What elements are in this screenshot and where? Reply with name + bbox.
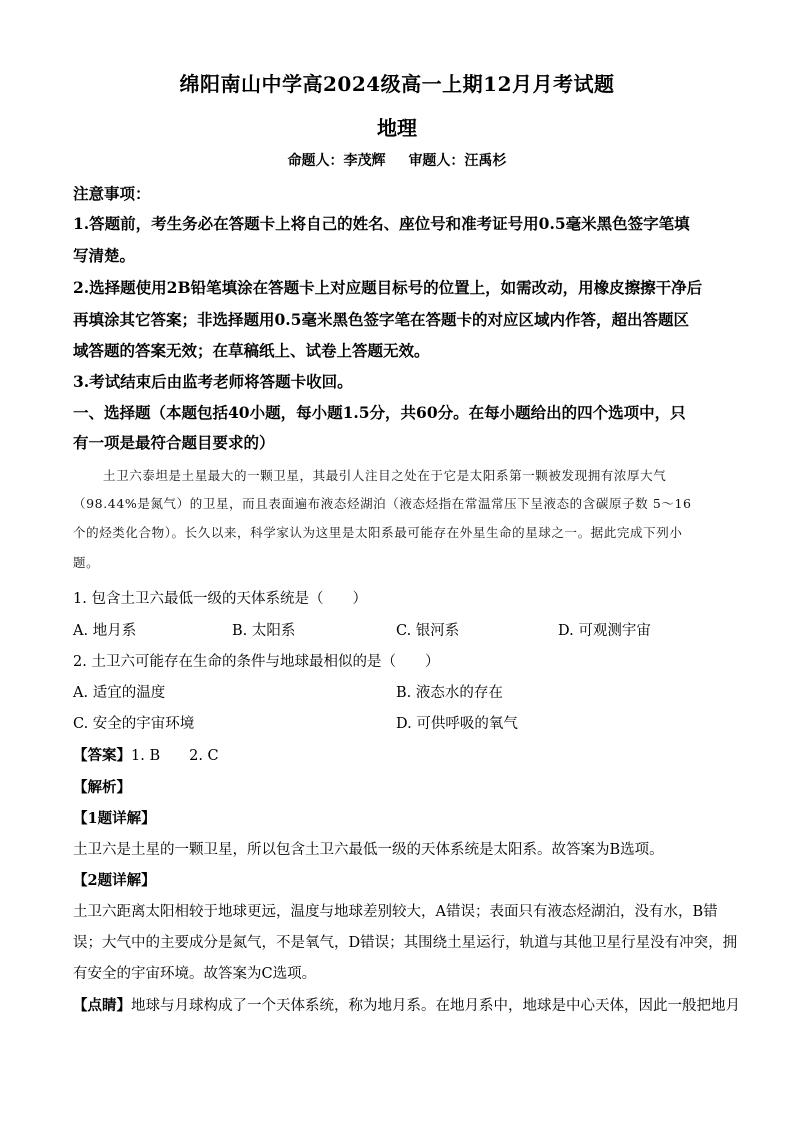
question-1-stem: 1. 包含土卫六最低一级的天体系统是（ ） xyxy=(73,591,367,607)
passage-line-3: 个的烃类化合物）。长久以来，科学家认为这里是太阳系最可能存在外星生命的星球之一。据此完成下列小 xyxy=(73,525,683,540)
reviewer-name: 审题人：汪禹杉 xyxy=(408,153,507,169)
detail-2-line-1: 土卫六距离太阳相较于地球更远，温度与地球差别较大，A错误；表面只有液态烃湖泊，没有水，B错 xyxy=(73,904,718,920)
question-2-option-a: A. 适宜的温度 xyxy=(73,685,166,701)
passage-line-2: （98.44%是氮气）的卫星，而且表面遍布液态烃湖泊（液态烃指在常温常压下呈液态的含碳原子数 5～16 xyxy=(73,496,692,511)
answer-text: 1. B 2. C xyxy=(131,748,219,764)
setter-name: 命题人：李茂辉 xyxy=(287,153,386,169)
passage-line-1: 土卫六泰坦是土星最大的一颗卫星，其最引人注目之处在于它是太阳系第一颗被发现拥有浓厚大气 xyxy=(103,468,667,483)
question-2-option-b: B. 液态水的存在 xyxy=(396,685,503,701)
detail-2-tag: 【2题详解】 xyxy=(73,872,156,889)
notice-item-2b: 再填涂其它答案；非选择题用0.5毫米黑色签字笔在答题卡的对应区域内作答，超出答题区 xyxy=(73,310,689,329)
detail-1-text: 土卫六是土星的一颗卫星，所以包含土卫六最低一级的天体系统是太阳系。故答案为B选项。 xyxy=(73,842,664,858)
question-1-option-a: A. 地月系 xyxy=(73,623,137,639)
notice-item-3: 3.考试结束后由监考老师将答题卡收回。 xyxy=(73,372,353,391)
detail-2-line-3: 有安全的宇宙环境。故答案为C选项。 xyxy=(73,966,317,982)
authors-line xyxy=(0,150,794,170)
notice-item-1a: 1.答题前，考生务必在答题卡上将自己的姓名、座位号和准考证号用0.5毫米黑色签字笔填 xyxy=(73,214,690,233)
notice-item-2c: 域答题的答案无效；在草稿纸上、试卷上答题无效。 xyxy=(73,341,430,360)
question-1-option-b: B. 太阳系 xyxy=(232,623,296,639)
tip-text: 地球与月球构成了一个天体系统，称为地月系。在地月系中，地球是中心天体，因此一般把地月 xyxy=(131,998,740,1014)
answer-tag: 【答案】 xyxy=(73,747,131,764)
notice-item-1b: 写清楚。 xyxy=(73,246,136,265)
notice-heading: 注意事项： xyxy=(73,184,151,203)
question-2-option-c: C. 安全的宇宙环境 xyxy=(73,716,195,732)
passage-line-4: 题。 xyxy=(73,555,100,570)
question-1-option-c: C. 银河系 xyxy=(396,623,460,639)
tip-tag: 【点睛】 xyxy=(73,997,131,1014)
notice-item-2a: 2.选择题使用2B铅笔填涂在答题卡上对应题目标号的位置上，如需改动，用橡皮擦擦干净后 xyxy=(73,278,703,297)
question-1-option-d: D. 可观测宇宙 xyxy=(558,623,651,639)
question-2-option-d: D. 可供呼吸的氧气 xyxy=(396,716,518,732)
detail-2-line-2: 误；大气中的主要成分是氮气，不是氧气，D错误；其围绕土星运行，轨道与其他卫星行星没有冲突，拥 xyxy=(73,935,738,951)
analysis-tag: 【解析】 xyxy=(73,779,131,796)
question-2-stem: 2. 土卫六可能存在生命的条件与地球最相似的是（ ） xyxy=(73,654,440,670)
exam-title: 绵阳南山中学高2024级高一上期12月月考试题 xyxy=(179,72,615,96)
tip-line xyxy=(73,994,740,1015)
detail-1-tag: 【1题详解】 xyxy=(73,810,156,827)
section-heading-2: 有一项是最符合题目要求的） xyxy=(73,433,275,452)
subject-title: 地理 xyxy=(377,116,417,140)
section-heading-1: 一、选择题（本题包括40小题，每小题1.5分，共60分。在每小题给出的四个选项中，只 xyxy=(73,403,686,422)
answer-line xyxy=(73,744,219,765)
